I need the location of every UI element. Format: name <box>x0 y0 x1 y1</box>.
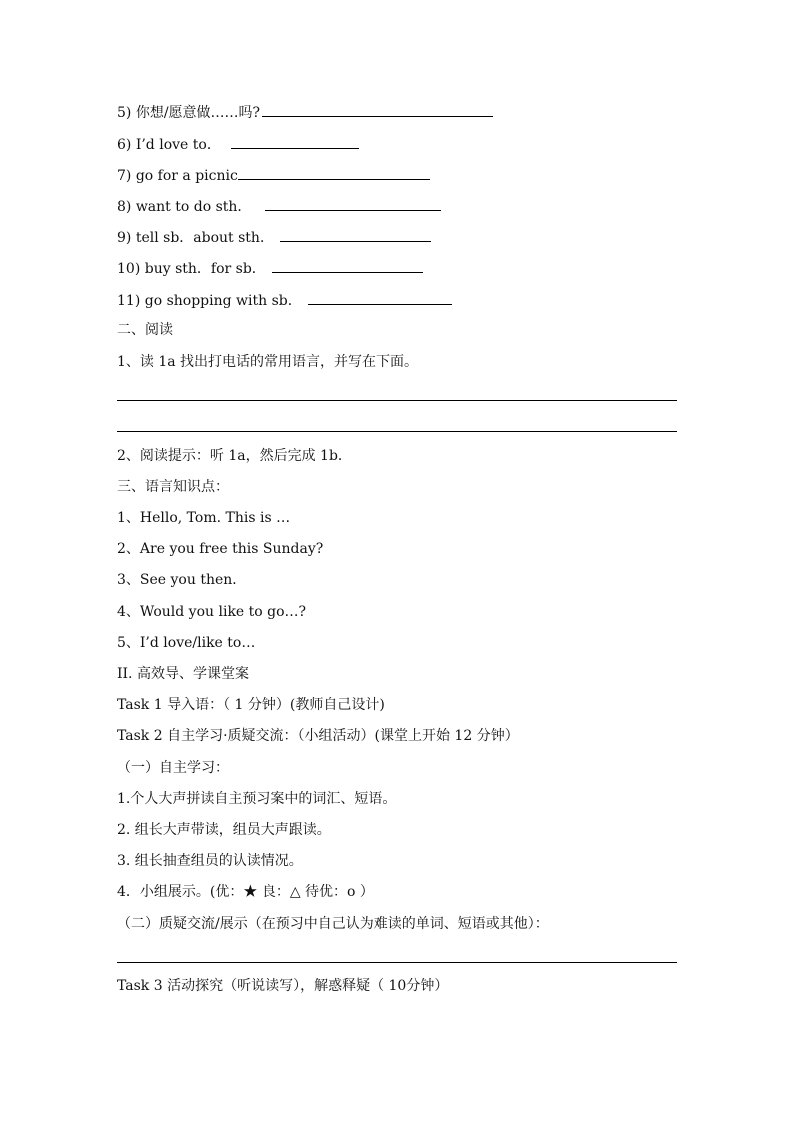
phrase-item <box>117 164 430 186</box>
language-point: 4、Would you like to go…? <box>117 604 307 620</box>
answer-blank[interactable] <box>231 133 359 149</box>
answer-blank[interactable] <box>262 101 493 117</box>
phrase-item <box>117 195 441 217</box>
self-study-item: 4．小组展示。(优：★ 良：△ 待优：o ） <box>117 884 374 900</box>
self-study-item: 2. 组长大声带读，组员大声跟读。 <box>117 822 331 838</box>
self-study-item: 3. 组长抽查组员的认读情况。 <box>117 853 303 869</box>
language-point: 1、Hello, Tom. This is … <box>117 510 291 526</box>
phrase-text: 10) buy sth．for sb． <box>117 261 266 277</box>
question-heading: （二）质疑交流/展示（在预习中自己认为难读的单词、短语或其他）： <box>117 916 549 932</box>
phrase-item <box>117 101 493 123</box>
self-study-heading: （一）自主学习： <box>117 760 229 776</box>
answer-blank[interactable] <box>308 289 452 305</box>
phrase-text: 11) go shopping with sb． <box>117 293 302 309</box>
language-point: 3、See you then． <box>117 572 247 588</box>
answer-blank[interactable] <box>280 226 431 242</box>
part2-heading: II. 高效导、学课堂案 <box>117 666 249 682</box>
phrase-text: 8) want to do sth． <box>117 199 252 215</box>
reading-heading: 二、阅读 <box>117 322 173 338</box>
task-2: Task 2 自主学习·质疑交流：（小组活动）(课堂上开始 12 分钟） <box>117 728 519 744</box>
phrase-text: 7) go for a picnic <box>117 168 238 184</box>
phrase-item <box>117 226 431 248</box>
language-heading: 三、语言知识点： <box>117 479 229 495</box>
phrase-text: 5) 你想/愿意做……吗? <box>117 105 261 121</box>
phrase-text: 9) tell sb．about sth． <box>117 230 274 246</box>
reading-task-1: 1、读 1a 找出打电话的常用语言，并写在下面。 <box>117 354 419 370</box>
answer-blank[interactable] <box>265 195 441 211</box>
reading-task-2: 2、阅读提示：听 1a，然后完成 1b． <box>117 448 352 464</box>
answer-blank[interactable] <box>238 164 430 180</box>
phrase-item <box>117 133 359 155</box>
answer-line[interactable] <box>117 400 677 401</box>
answer-line[interactable] <box>117 962 677 963</box>
phrase-item <box>117 289 452 311</box>
self-study-item: 1.个人大声拼读自主预习案中的词汇、短语。 <box>117 791 397 807</box>
phrase-item <box>117 257 423 279</box>
task-3: Task 3 活动探究（听说读写），解惑释疑（ 10分钟） <box>117 978 449 994</box>
answer-blank[interactable] <box>272 257 423 273</box>
language-point: 2、Are you free this Sunday? <box>117 541 324 557</box>
answer-line[interactable] <box>117 431 677 432</box>
phrase-text: 6) I’d love to． <box>117 137 221 153</box>
task-1: Task 1 导入语：（ 1 分钟）(教师自己设计) <box>117 697 385 713</box>
language-point: 5、I’d love/like to… <box>117 635 256 651</box>
